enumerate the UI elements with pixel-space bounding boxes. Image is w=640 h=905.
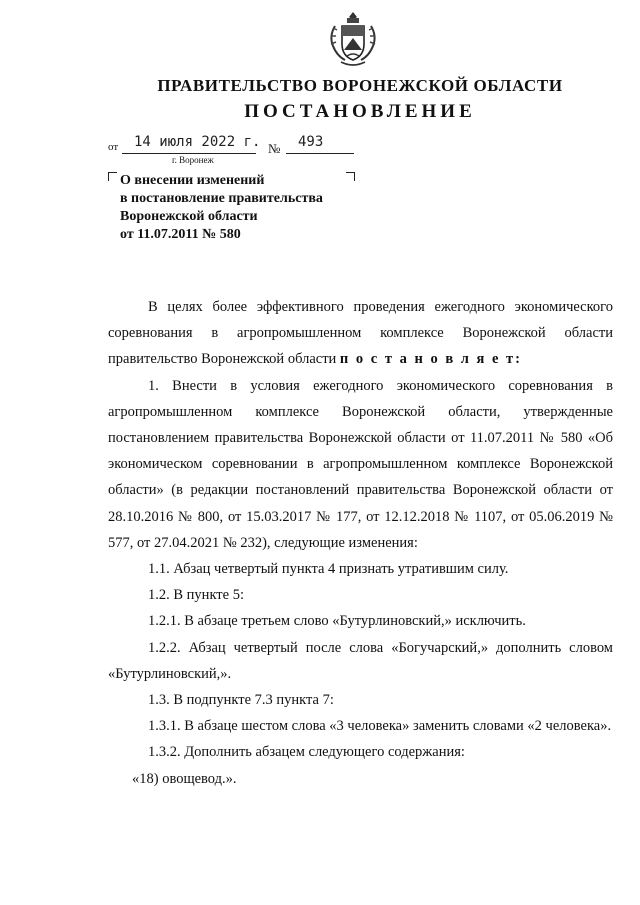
date-value: 14 июля 2022 г. (134, 134, 261, 150)
subject-corner-left (108, 172, 117, 181)
subject-block (120, 172, 360, 244)
number-value: 493 (298, 134, 324, 150)
subject-line: в постановление правительства (120, 191, 323, 206)
paragraph-1-2-2: 1.2.2. Абзац четвертый после слова «Богучарский,» дополнить словом «Бутурлиновский,». (108, 639, 613, 682)
paragraph-1: 1. Внести в условия ежегодного экономического соревнования в агропромышленном комплексе Воронежской области, утвержденные постановлением правительства Воронежской области от 11.07.2011 № 580 «Об экономическом соревновании в агропромышленном комплексе Воронежской области» (в редакции постановлений правительства Воронежской области от 28.10.2016 № 800, от 15.03.2017 № 177, от 12.12.2018 № 1107, от 05.06.2019 № 577, от 27.04.2021 № 232), следующие изменения: (108, 377, 613, 551)
paragraph-1-3-1: 1.3.1. В абзаце шестом слова «3 человека» заменить словами «2 человека». (148, 718, 612, 735)
preamble-text: В целях более эффективного проведения ежегодного экономического соревнования в агропромышленном комплексе Воронежской области правительство Воронежской области (108, 299, 613, 368)
date-underline (122, 153, 256, 154)
city-label: г. Воронеж (172, 155, 214, 165)
subject-line: от 11.07.2011 № 580 (120, 227, 241, 242)
coat-of-arms-icon (327, 10, 379, 68)
paragraph-1-1: 1.1. Абзац четвертый пункта 4 признать утратившим силу. (148, 561, 509, 578)
paragraph-1-3: 1.3. В подпункте 7.3 пункта 7: (148, 692, 334, 709)
paragraph-1-2-1: 1.2.1. В абзаце третьем слово «Бутурлиновский,» исключить. (148, 613, 526, 630)
paragraph-1-2: 1.2. В пункте 5: (148, 587, 244, 604)
document-body (108, 294, 613, 792)
paragraph-quote: «18) овощевод.». (132, 770, 237, 787)
document-type-title: ПОСТАНОВЛЕНИЕ (244, 101, 476, 122)
subject-line: Воронежской области (120, 209, 258, 224)
number-prefix: № (268, 141, 281, 156)
subject-line: О внесении изменений (120, 173, 265, 188)
organization-title: ПРАВИТЕЛЬСТВО ВОРОНЕЖСКОЙ ОБЛАСТИ (157, 76, 563, 95)
date-prefix: от (108, 141, 119, 153)
number-underline (286, 153, 354, 154)
decree-word: п о с т а н о в л я е т: (339, 351, 523, 368)
preamble-paragraph (108, 294, 613, 373)
paragraph-1-3-2: 1.3.2. Дополнить абзацем следующего содержания: (148, 744, 465, 761)
